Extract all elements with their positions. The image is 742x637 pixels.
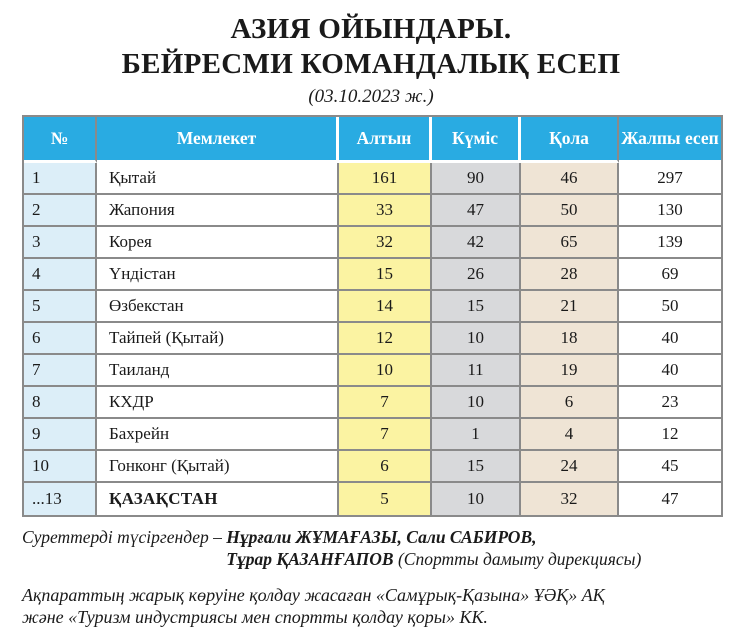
silver-cell: 10 [432,483,521,515]
rank-cell: 10 [24,451,97,483]
total-cell: 12 [619,419,721,451]
bronze-cell: 18 [521,323,619,355]
rank-cell: 8 [24,387,97,419]
gold-cell: 14 [339,291,432,323]
country-cell: Гонконг (Қытай) [97,451,339,483]
table-row [24,355,721,387]
silver-cell: 1 [432,419,521,451]
bronze-cell: 32 [521,483,619,515]
country-cell: КХДР [97,387,339,419]
table-row [24,227,721,259]
credits-names-line-1: Нұрғали ЖҰМАҒАЗЫ, Сали САБИРОВ, [226,526,537,547]
gold-cell: 32 [339,227,432,259]
title-line-1: АЗИЯ ОЙЫНДАРЫ. [230,13,512,45]
gold-cell: 12 [339,323,432,355]
total-cell: 69 [619,259,721,291]
rank-cell: 4 [24,259,97,291]
gold-cell: 15 [339,259,432,291]
support-line-2: және «Туризм индустриясы мен спортты қолдау қоры» КК. [22,607,488,628]
total-cell: 297 [619,163,721,195]
gold-cell: 33 [339,195,432,227]
bronze-cell: 19 [521,355,619,387]
bronze-cell: 4 [521,419,619,451]
table-row [24,195,721,227]
country-cell: Өзбекстан [97,291,339,323]
page-title [22,12,720,83]
silver-cell: 90 [432,163,521,195]
column-header-country: Мемлекет [97,117,339,163]
bronze-cell: 24 [521,451,619,483]
silver-cell: 15 [432,291,521,323]
bronze-cell: 65 [521,227,619,259]
bronze-cell: 50 [521,195,619,227]
rank-cell: 2 [24,195,97,227]
silver-cell: 47 [432,195,521,227]
total-cell: 130 [619,195,721,227]
silver-cell: 10 [432,323,521,355]
table-row [24,323,721,355]
table-row [24,387,721,419]
silver-cell: 15 [432,451,521,483]
bronze-cell: 21 [521,291,619,323]
country-cell: ҚАЗАҚСТАН [97,483,339,515]
table-row [24,163,721,195]
gold-cell: 7 [339,419,432,451]
rank-cell: 1 [24,163,97,195]
gold-cell: 5 [339,483,432,515]
gold-cell: 6 [339,451,432,483]
rank-cell: 7 [24,355,97,387]
gold-cell: 7 [339,387,432,419]
total-cell: 40 [619,323,721,355]
photo-credits [22,526,720,571]
column-header-rank: № [24,117,97,163]
country-cell: Корея [97,227,339,259]
total-cell: 139 [619,227,721,259]
total-cell: 40 [619,355,721,387]
total-cell: 23 [619,387,721,419]
total-cell: 50 [619,291,721,323]
column-header-gold: Алтын [339,117,432,163]
column-header-silver: Күміс [432,117,521,163]
gold-cell: 161 [339,163,432,195]
support-note [22,584,720,629]
country-cell: Жапония [97,195,339,227]
country-cell: Бахрейн [97,419,339,451]
silver-cell: 42 [432,227,521,259]
rank-cell: ...13 [24,483,97,515]
credits-names-line-2: Тұрар ҚАЗАНҒАПОВ [226,549,394,570]
medal-standings-table [22,115,723,517]
country-cell: Таиланд [97,355,339,387]
table-row [24,291,721,323]
credits-department: (Спортты дамыту дирекциясы) [393,549,642,570]
date-line: (03.10.2023 ж.) [308,85,434,107]
column-header-total: Жалпы есеп [619,117,721,163]
rank-cell: 9 [24,419,97,451]
rank-cell: 5 [24,291,97,323]
table-header-row [24,117,721,163]
bronze-cell: 28 [521,259,619,291]
column-header-bronze: Қола [521,117,619,163]
credits-prefix: Суреттерді түсіргендер – [22,526,227,547]
medal-table-body [24,163,721,515]
table-row [24,259,721,291]
table-row [24,451,721,483]
bronze-cell: 46 [521,163,619,195]
silver-cell: 26 [432,259,521,291]
table-row [24,419,721,451]
gold-cell: 10 [339,355,432,387]
silver-cell: 11 [432,355,521,387]
title-line-2: БЕЙРЕСМИ КОМАНДАЛЫҚ ЕСЕП [121,48,621,81]
rank-cell: 3 [24,227,97,259]
table-row [24,483,721,515]
total-cell: 45 [619,451,721,483]
rank-cell: 6 [24,323,97,355]
credits-names [226,526,641,571]
total-cell: 47 [619,483,721,515]
country-cell: Қытай [97,163,339,195]
country-cell: Тайпей (Қытай) [97,323,339,355]
country-cell: Үндістан [97,259,339,291]
silver-cell: 10 [432,387,521,419]
bronze-cell: 6 [521,387,619,419]
support-line-1: Ақпараттың жарық көруіне қолдау жасаған «Самұрық-Қазына» ҰӘҚ» АҚ [22,584,605,605]
